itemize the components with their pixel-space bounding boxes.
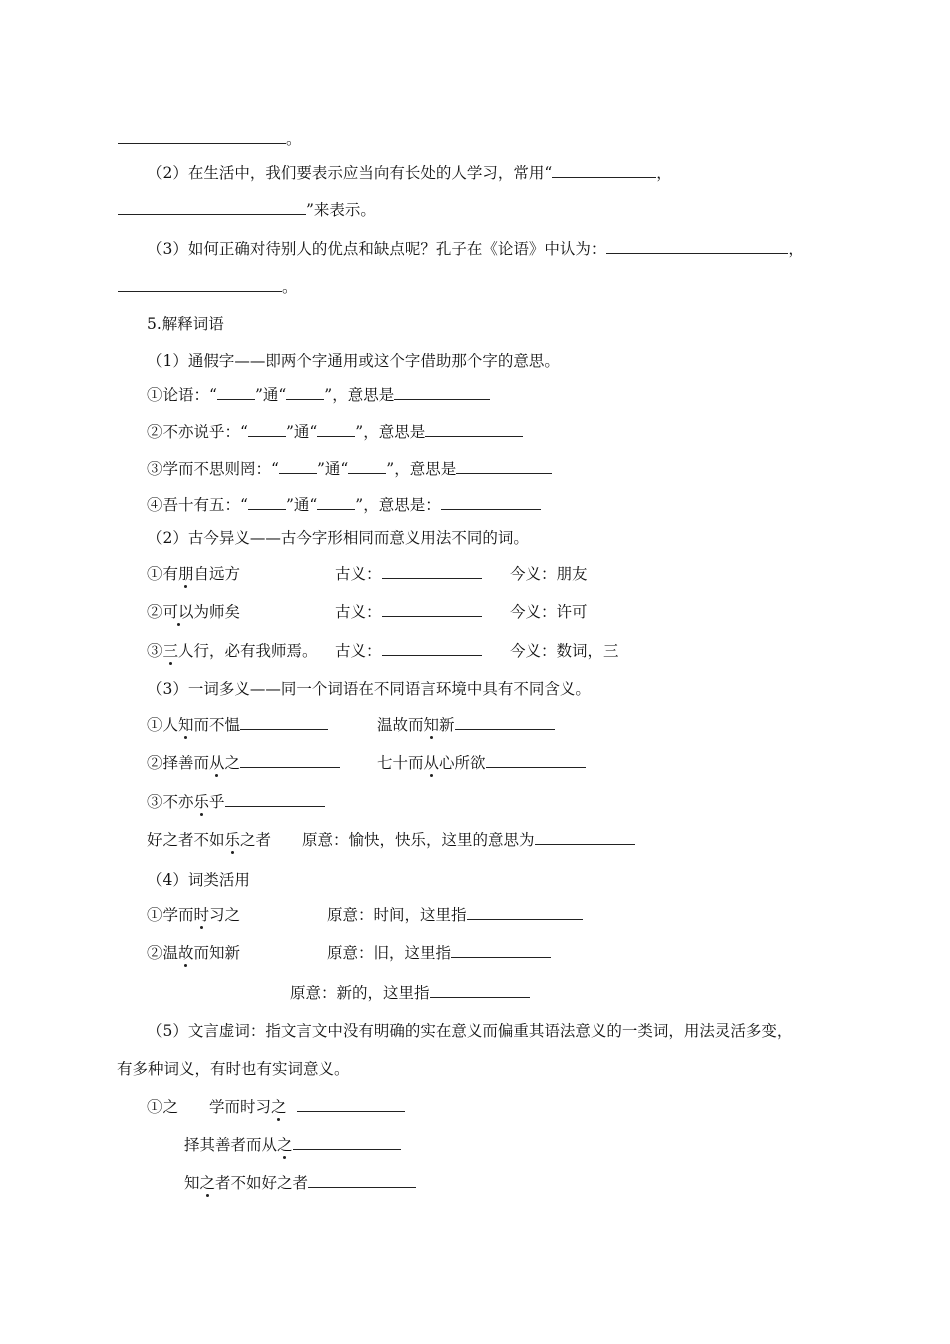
gujin-heading: （2）古今异义——古今字形相同而意义用法不同的词。 <box>147 529 529 547</box>
word-pre: ③ <box>147 642 163 660</box>
yici-item-4-note <box>302 829 635 851</box>
yici-item-1-a <box>147 714 328 736</box>
xuci-heading-cont: 有多种词义，有时也有实词意义。 <box>117 1060 350 1078</box>
answer-blank[interactable] <box>606 238 788 254</box>
yici-heading: （3）一词多义——同一个词语在不同语言环境中具有不同含义。 <box>147 680 591 698</box>
word-post: 新 <box>439 716 455 734</box>
word-pre: ①有 <box>147 565 179 583</box>
comma: ， <box>788 240 804 258</box>
gujin-item-1 <box>147 563 240 585</box>
dotted-char: 之 <box>271 1098 287 1116</box>
yici-item-3 <box>147 791 325 813</box>
item-mid: ”通“ <box>285 496 318 514</box>
question-2-tail: ”来表示。 <box>306 201 376 219</box>
tongjia-item-4 <box>147 494 541 516</box>
dotted-char: 知 <box>178 716 194 734</box>
word-pre: 知 <box>184 1174 200 1192</box>
answer-blank[interactable] <box>467 904 583 920</box>
word-pre: ②择善而 <box>147 754 210 772</box>
yici-item-2-a <box>147 752 340 774</box>
tongjia-item-2 <box>147 421 523 443</box>
dotted-char: 三 <box>162 642 179 660</box>
item-label: ①论语：“ <box>147 386 217 404</box>
cilei-heading: （4）词类活用 <box>147 871 250 889</box>
question-3-text: （3）如何正确对待别人的优点和缺点呢？孔子在《论语》中认为： <box>147 240 607 258</box>
word-pre: 好之者不如 <box>147 831 225 849</box>
word-pre: ③不亦 <box>147 793 194 811</box>
answer-blank[interactable] <box>451 942 551 958</box>
note-text: 原意：新的，这里指 <box>290 984 430 1002</box>
tongjia-heading: （1）通假字——即两个字通用或这个字借助那个字的意思。 <box>147 352 560 370</box>
dotted-char: 时 <box>193 906 210 924</box>
answer-blank[interactable] <box>118 276 282 292</box>
yici-item-4 <box>147 829 271 851</box>
answer-blank[interactable] <box>552 162 656 178</box>
xuci-item-3 <box>184 1172 416 1194</box>
answer-blank[interactable] <box>317 421 355 437</box>
answer-blank[interactable] <box>348 458 386 474</box>
item-mid: ”通“ <box>316 460 349 478</box>
dotted-char: 乐 <box>193 793 210 811</box>
gujin-item-1-jin: 今义：朋友 <box>510 565 588 583</box>
answer-blank[interactable] <box>535 829 635 845</box>
answer-blank[interactable] <box>297 1096 405 1112</box>
comma: ， <box>656 164 672 182</box>
gujin-item-2 <box>147 601 240 623</box>
gujin-item-1-gu <box>335 563 482 585</box>
note-text: 原意：愉快，快乐，这里的意思为 <box>302 831 535 849</box>
answer-blank[interactable] <box>441 494 541 510</box>
cilei-item-2-note <box>327 942 551 964</box>
word-pre: ①人 <box>147 716 179 734</box>
answer-blank[interactable] <box>430 982 530 998</box>
item-label: ③学而不思则罔：“ <box>147 460 279 478</box>
question-2-cont <box>118 199 376 221</box>
word-pre: 择其善者而从 <box>184 1136 278 1154</box>
item-label: ②不亦说乎：“ <box>147 423 248 441</box>
gu-label: 古义： <box>335 603 382 621</box>
tongjia-item-1 <box>147 384 490 406</box>
dotted-char: 之 <box>277 1136 293 1154</box>
answer-blank[interactable] <box>225 791 325 807</box>
word-post: 习之 <box>209 906 241 924</box>
answer-blank[interactable] <box>217 384 255 400</box>
gu-label: 古义： <box>335 565 382 583</box>
tongjia-item-3 <box>147 458 552 480</box>
word-pre: ②温 <box>147 944 179 962</box>
yici-item-1-b <box>377 714 555 736</box>
word-post: 心所欲 <box>439 754 486 772</box>
answer-blank[interactable] <box>240 752 340 768</box>
answer-blank[interactable] <box>394 384 490 400</box>
word-post: 而不愠 <box>193 716 241 734</box>
word-pre: ② <box>147 603 163 621</box>
dotted-char: 乐 <box>224 831 241 849</box>
answer-blank[interactable] <box>317 494 355 510</box>
top-answer-line <box>118 128 302 150</box>
item-tail: ”，意思是 <box>386 460 457 478</box>
item-tail: ”，意思是 <box>355 423 426 441</box>
word-post: 自远方 <box>193 565 241 583</box>
word-post: 而知新 <box>193 944 241 962</box>
word-pre: 温故而 <box>377 716 424 734</box>
question-2 <box>147 162 672 184</box>
answer-blank[interactable] <box>382 601 482 617</box>
word-post: 者不如好之者 <box>215 1174 309 1192</box>
gujin-item-3-jin: 今义：数词，三 <box>510 642 619 660</box>
section-5-title: 5.解释词语 <box>147 315 224 333</box>
dotted-char: 朋 <box>178 565 194 583</box>
answer-blank[interactable] <box>293 1134 401 1150</box>
word-post: 人行，必有我师焉。 <box>178 642 318 660</box>
word-pre: ①学而 <box>147 906 194 924</box>
answer-blank[interactable] <box>118 128 286 144</box>
period: 。 <box>282 278 298 296</box>
word-post: 乎 <box>209 793 225 811</box>
cilei-item-1 <box>147 904 240 926</box>
gujin-item-3-gu <box>335 640 482 662</box>
item-mid: ”通“ <box>254 386 287 404</box>
xuci-item-2 <box>184 1134 401 1156</box>
answer-blank[interactable] <box>279 458 317 474</box>
gujin-item-2-gu <box>335 601 482 623</box>
cilei-item-1-note <box>327 904 583 926</box>
cilei-item-2 <box>147 942 240 964</box>
xuci-heading: （5）文言虚词：指文言文中没有明确的实在意义而偏重其语法意义的一类词，用法灵活多变， <box>147 1022 793 1040</box>
dotted-char: 故 <box>178 944 194 962</box>
answer-blank[interactable] <box>286 384 324 400</box>
gu-label: 古义： <box>335 642 382 660</box>
word-pre: 学而时习 <box>209 1098 272 1116</box>
word-pre: 七十而 <box>377 754 424 772</box>
answer-blank[interactable] <box>382 563 482 579</box>
question-3 <box>147 238 804 260</box>
answer-blank[interactable] <box>456 458 552 474</box>
note-text: 原意：时间，这里指 <box>327 906 467 924</box>
answer-blank[interactable] <box>240 714 328 730</box>
answer-blank[interactable] <box>425 421 523 437</box>
dotted-char: 从 <box>209 754 225 772</box>
note-text: 原意：旧，这里指 <box>327 944 452 962</box>
gujin-item-3 <box>147 640 318 662</box>
dotted-char: 知 <box>423 716 440 734</box>
answer-blank[interactable] <box>248 421 286 437</box>
word-post: 之 <box>224 754 241 772</box>
cilei-item-2-extra <box>290 982 530 1004</box>
xuci-item-1 <box>209 1096 405 1118</box>
period: 。 <box>286 130 302 148</box>
gujin-item-2-jin: 今义：许可 <box>510 603 588 621</box>
xuci-label: ①之 <box>147 1098 179 1116</box>
question-2-text: （2）在生活中，我们要表示应当向有长处的人学习，常用“ <box>147 164 553 182</box>
item-tail: ”，意思是： <box>355 496 441 514</box>
yici-item-2-b <box>377 752 586 774</box>
answer-blank[interactable] <box>308 1172 416 1188</box>
answer-blank[interactable] <box>486 752 586 768</box>
word-post: 之者 <box>240 831 272 849</box>
answer-blank[interactable] <box>118 199 306 215</box>
dotted-char: 之 <box>199 1174 216 1192</box>
dotted-char: 从 <box>423 754 440 772</box>
answer-blank[interactable] <box>248 494 286 510</box>
item-label: ④吾十有五：“ <box>147 496 248 514</box>
item-tail: ”，意思是 <box>324 386 395 404</box>
item-mid: ”通“ <box>285 423 318 441</box>
dotted-char: 可以 <box>162 603 194 621</box>
word-post: 为师矣 <box>193 603 241 621</box>
answer-blank[interactable] <box>455 714 555 730</box>
answer-blank[interactable] <box>382 640 482 656</box>
question-3-cont <box>118 276 298 298</box>
